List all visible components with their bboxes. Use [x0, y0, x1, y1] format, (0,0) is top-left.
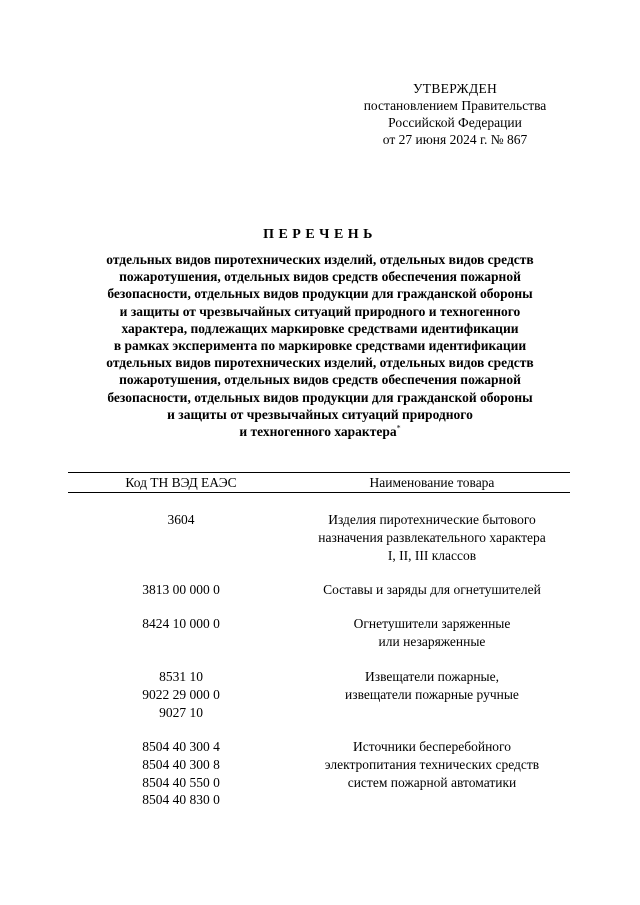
name-line: назначения развлекательного характера: [318, 529, 546, 545]
name-line: Огнетушители заряженные: [353, 616, 511, 631]
subtitle-line: отдельных видов пиротехнических изделий, отдельных видов средств: [106, 252, 534, 267]
code-value: 9022 29 000 0: [142, 686, 220, 702]
code-value: 3604: [167, 512, 195, 527]
code-value: 9027 10: [159, 704, 203, 720]
code-cell: [68, 615, 294, 651]
name-cell: [294, 581, 570, 599]
code-value: 3813 00 000 0: [142, 582, 220, 597]
approval-title: УТВЕРЖДЕН: [412, 81, 498, 96]
name-cell: [294, 511, 570, 564]
subtitle-line: отдельных видов пиротехнических изделий, отдельных видов средств: [106, 355, 534, 371]
subtitle-line: пожаротушения, отдельных видов средств обеспечения пожарной: [119, 372, 521, 388]
name-line: I, II, III классов: [387, 547, 477, 563]
code-cell: [68, 668, 294, 721]
code-value: 8504 40 550 0: [142, 774, 220, 790]
table-row: [68, 615, 570, 651]
code-value: 8504 40 830 0: [142, 792, 220, 808]
header-name: Наименование товара: [369, 474, 495, 490]
name-line: электропитания технических средств: [324, 756, 540, 772]
header-code: Код ТН ВЭД ЕАЭС: [125, 474, 237, 490]
code-cell: [68, 511, 294, 564]
subtitle-line: пожаротушения, отдельных видов средств обеспечения пожарной: [119, 269, 521, 285]
name-cell: [294, 615, 570, 651]
code-value: 8504 40 300 8: [142, 756, 220, 772]
table-row: [68, 668, 570, 721]
subtitle-line: в рамках эксперимента по маркировке средствами идентификации: [113, 338, 527, 354]
name-line: систем пожарной автоматики: [347, 774, 517, 790]
goods-table: [68, 472, 570, 808]
subtitle-line: безопасности, отдельных видов продукции для гражданской обороны: [107, 286, 533, 302]
name-cell: [294, 738, 570, 809]
name-line: Составы и заряды для огнетушителей: [323, 582, 541, 597]
approval-block: [340, 80, 570, 148]
code-cell: [68, 738, 294, 809]
document-heading: ПЕРЕЧЕНЬ: [263, 227, 377, 242]
name-line: Источники бесперебойного: [353, 739, 511, 754]
subtitle-line: безопасности, отдельных видов продукции для гражданской обороны: [107, 389, 533, 405]
name-line: Извещатели пожарные,: [364, 669, 499, 684]
name-line: Изделия пиротехнические бытового: [328, 512, 536, 527]
subtitle-line: характера, подлежащих маркировке средствами идентификации: [121, 320, 519, 336]
code-value: 8424 10 000 0: [142, 616, 220, 631]
approval-line: от 27 июня 2024 г. № 867: [382, 132, 528, 147]
name-line: извещатели пожарные ручные: [345, 686, 519, 702]
approval-line: Российской Федерации: [388, 115, 522, 130]
subtitle-line: и защиты от чрезвычайных ситуаций природного: [167, 406, 473, 422]
subtitle-line: и техногенного характера: [239, 424, 397, 440]
document-subtitle: [75, 251, 565, 440]
table-row: [68, 738, 570, 809]
subtitle-line: и защиты от чрезвычайных ситуаций природного и техногенного: [119, 303, 521, 319]
code-cell: [68, 581, 294, 599]
table-row: [68, 581, 570, 599]
table-row: [68, 511, 570, 564]
code-value: 8531 10: [159, 669, 203, 684]
approval-line: постановлением Правительства: [363, 98, 547, 113]
code-value: 8504 40 300 4: [142, 739, 220, 754]
table-header: [68, 472, 570, 493]
subtitle-line-last: [75, 423, 565, 440]
footnote-mark: *: [396, 423, 401, 433]
name-cell: [294, 668, 570, 721]
name-line: или незаряженные: [378, 633, 486, 649]
